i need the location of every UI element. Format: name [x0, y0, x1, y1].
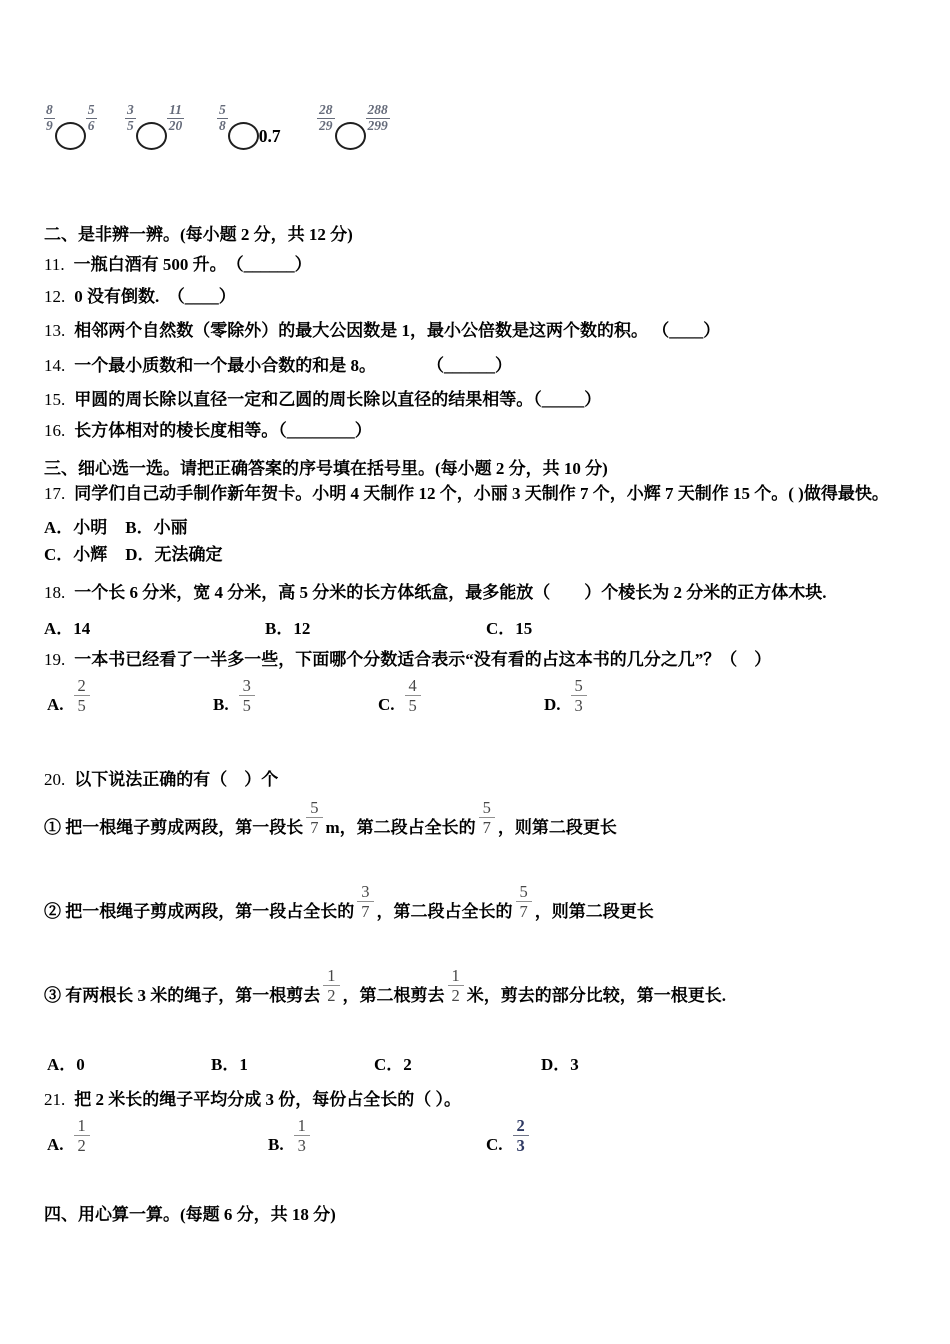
fraction-denominator: 5 — [242, 696, 251, 716]
fraction-numerator: 1 — [323, 966, 339, 986]
statement-text: ② 把一根绳子剪成两段，第一段占全长的 — [44, 901, 355, 921]
question-number: 19. — [44, 650, 66, 669]
fraction-denominator: 8 — [219, 117, 226, 133]
fraction-denominator: 6 — [87, 117, 95, 133]
fraction-right — [86, 103, 97, 134]
question-12 — [44, 282, 236, 307]
option-letter: C. — [378, 694, 395, 714]
fraction-numerator: 4 — [405, 676, 421, 696]
question-number: 18. — [44, 583, 66, 602]
option-fraction — [405, 676, 421, 716]
question-text: 同学们自己动手制作新年贺卡。小明 4 天制作 12 个，小丽 3 天制作 7 个，小辉 7 天制作 15 个。( )做得最快。 — [74, 484, 889, 503]
fraction-comparison-2 — [125, 103, 184, 150]
statement-text: ① 把一根绳子剪成两段，第一段长 — [44, 817, 304, 837]
question-number: 15. — [44, 390, 66, 409]
question-14 — [44, 351, 512, 376]
question-text: 一个最小质数和一个最小合数的和是 8。 （______） — [74, 356, 512, 375]
q20-statement-3 — [44, 966, 726, 1006]
option-a: A．小明 — [44, 518, 108, 537]
question-text: 一个长 6 分米，宽 4 分米，高 5 分米的长方体纸盒，最多能放（ ）个棱长为 2 分米的正方体木块. — [74, 583, 827, 602]
q20-statement-2 — [44, 882, 654, 922]
statement-fraction — [323, 966, 339, 1006]
option-fraction — [571, 676, 587, 716]
q20-statement-1 — [44, 798, 617, 838]
q19-option-a — [47, 676, 90, 716]
question-number: 21. — [44, 1090, 66, 1109]
fraction-left — [217, 103, 228, 134]
option-fraction — [239, 676, 255, 716]
comparison-circle-blank — [136, 122, 167, 150]
fraction-right — [167, 103, 185, 134]
question-number: 17. — [44, 484, 66, 503]
fraction-denominator: 7 — [482, 818, 491, 838]
statement-fraction — [306, 798, 322, 838]
fraction-numerator: 2 — [513, 1116, 529, 1136]
fraction-numerator: 5 — [571, 676, 587, 696]
fraction-numerator: 1 — [294, 1116, 310, 1136]
statement-fraction — [479, 798, 495, 838]
q21-option-a — [47, 1116, 90, 1156]
question-number: 12. — [44, 287, 66, 306]
question-20 — [44, 765, 278, 790]
fraction-left — [44, 103, 55, 134]
q18-option-c: C．15 — [486, 619, 533, 638]
option-letter: D. — [544, 694, 561, 714]
fraction-numerator: 5 — [219, 102, 226, 117]
fraction-denominator: 5 — [127, 117, 134, 133]
statement-text: ③ 有两根长 3 米的绳子，第一根剪去 — [44, 985, 321, 1005]
question-21 — [44, 1085, 461, 1110]
question-16 — [44, 416, 372, 441]
q20-option-a: A．0 — [47, 1055, 85, 1074]
question-text: 一本书已经看了一半多一些，下面哪个分数适合表示“没有看的占这本书的几分之几”？（ ） — [74, 650, 772, 669]
statement-fraction — [516, 882, 532, 922]
option-letter: B. — [213, 694, 229, 714]
fraction-denominator: 2 — [77, 1136, 86, 1156]
fraction-numerator: 1 — [74, 1116, 90, 1136]
question-number: 14. — [44, 356, 66, 375]
fraction-numerator: 8 — [46, 102, 53, 117]
fraction-denominator: 2 — [451, 986, 460, 1006]
option-letter: B. — [268, 1134, 284, 1154]
option-c: C．小辉 — [44, 545, 108, 564]
fraction-comparison-1 — [44, 103, 97, 150]
q20-option-c: C．2 — [374, 1055, 412, 1074]
fraction-denominator: 29 — [319, 117, 333, 133]
question-17 — [44, 479, 889, 504]
q18-option-a: A．14 — [44, 619, 91, 638]
fraction-numerator: 11 — [169, 102, 182, 117]
question-15 — [44, 385, 601, 410]
fraction-denominator: 5 — [408, 696, 417, 716]
question-19 — [44, 645, 771, 670]
question-text: 以下说法正确的有（ ）个 — [74, 770, 279, 789]
fraction-numerator: 3 — [357, 882, 373, 902]
q19-option-c — [378, 676, 421, 716]
question-text: 把 2 米长的绳子平均分成 3 份，每份占全长的（ ）。 — [74, 1090, 461, 1109]
fraction-numerator: 3 — [127, 102, 134, 117]
option-fraction — [294, 1116, 310, 1156]
comparison-circle-blank — [335, 122, 366, 150]
fraction-numerator: 5 — [87, 102, 95, 117]
comparison-circle-blank — [228, 122, 259, 150]
section-2-header: 二、是非辨一辨。(每小题 2 分，共 12 分) — [44, 225, 353, 244]
q17-options-row-2 — [44, 540, 223, 565]
question-number: 16. — [44, 421, 66, 440]
question-number: 13. — [44, 321, 66, 340]
statement-text: ，则第二段更长 — [534, 901, 654, 921]
question-text: 长方体相对的棱长度相等。（________） — [74, 421, 372, 440]
fraction-numerator: 1 — [448, 966, 464, 986]
option-fraction — [74, 1116, 90, 1156]
q20-option-b: B．1 — [211, 1055, 248, 1074]
fraction-right — [366, 103, 390, 134]
question-18 — [44, 578, 827, 603]
fraction-numerator: 288 — [367, 102, 388, 117]
statement-text: ，第二段占全长的 — [376, 901, 513, 921]
option-b: B．小丽 — [125, 518, 188, 537]
q20-option-d: D．3 — [541, 1055, 579, 1074]
fraction-denominator: 3 — [297, 1136, 306, 1156]
fraction-denominator: 2 — [327, 986, 336, 1006]
question-number: 20. — [44, 770, 66, 789]
fraction-numerator: 5 — [306, 798, 322, 818]
fraction-left — [125, 103, 136, 134]
question-13 — [44, 316, 720, 341]
fraction-denominator: 299 — [367, 117, 388, 133]
statement-fraction — [357, 882, 373, 922]
fraction-denominator: 7 — [310, 818, 319, 838]
fraction-numerator: 5 — [479, 798, 495, 818]
option-letter: C. — [486, 1134, 503, 1154]
question-text: 甲圆的周长除以直径一定和乙圆的周长除以直径的结果相等。（_____） — [74, 390, 602, 409]
fraction-denominator: 7 — [361, 902, 370, 922]
question-text: 0 没有倒数. （____） — [74, 287, 236, 306]
statement-text: 米，剪去的部分比较，第一根更长. — [466, 985, 726, 1005]
statement-text: m，第二段占全长的 — [325, 817, 476, 837]
fraction-denominator: 7 — [519, 902, 528, 922]
q17-options-row-1 — [44, 513, 188, 538]
section-3-header: 三、细心选一选。请把正确答案的序号填在括号里。(每小题 2 分，共 10 分) — [44, 459, 608, 478]
statement-text: ，第二根剪去 — [342, 985, 445, 1005]
fraction-numerator: 3 — [239, 676, 255, 696]
fraction-denominator: 9 — [46, 117, 53, 133]
fraction-comparison-4 — [317, 103, 390, 150]
q21-option-b — [268, 1116, 310, 1156]
option-d: D．无法确定 — [125, 545, 223, 564]
fraction-denominator: 20 — [168, 117, 183, 133]
option-fraction-highlighted — [513, 1116, 529, 1156]
fraction-comparison-3 — [217, 103, 281, 150]
question-text: 相邻两个自然数（零除外）的最大公因数是 1，最小公倍数是这两个数的积。 （____） — [74, 321, 721, 340]
question-text: 一瓶白酒有 500 升。 （______） — [73, 255, 312, 274]
fraction-numerator: 28 — [319, 102, 333, 117]
q18-option-b: B．12 — [265, 619, 311, 638]
q19-option-d — [544, 676, 587, 716]
fraction-denominator: 3 — [516, 1136, 525, 1156]
option-letter: A. — [47, 694, 64, 714]
decimal-value: 0.7 — [258, 126, 281, 146]
question-11 — [44, 250, 312, 275]
fraction-denominator: 5 — [77, 696, 86, 716]
fraction-numerator: 2 — [74, 676, 90, 696]
section-4-header: 四、用心算一算。(每题 6 分，共 18 分) — [44, 1205, 336, 1224]
comparison-circle-blank — [55, 122, 86, 150]
q19-option-b — [213, 676, 255, 716]
statement-fraction — [448, 966, 464, 1006]
statement-text: ，则第二段更长 — [497, 817, 617, 837]
option-fraction — [74, 676, 90, 716]
fraction-denominator: 3 — [574, 696, 583, 716]
option-letter: A. — [47, 1134, 64, 1154]
fraction-numerator: 5 — [516, 882, 532, 902]
q21-option-c — [486, 1116, 529, 1156]
question-number: 11. — [44, 255, 65, 274]
fraction-left — [317, 103, 335, 134]
